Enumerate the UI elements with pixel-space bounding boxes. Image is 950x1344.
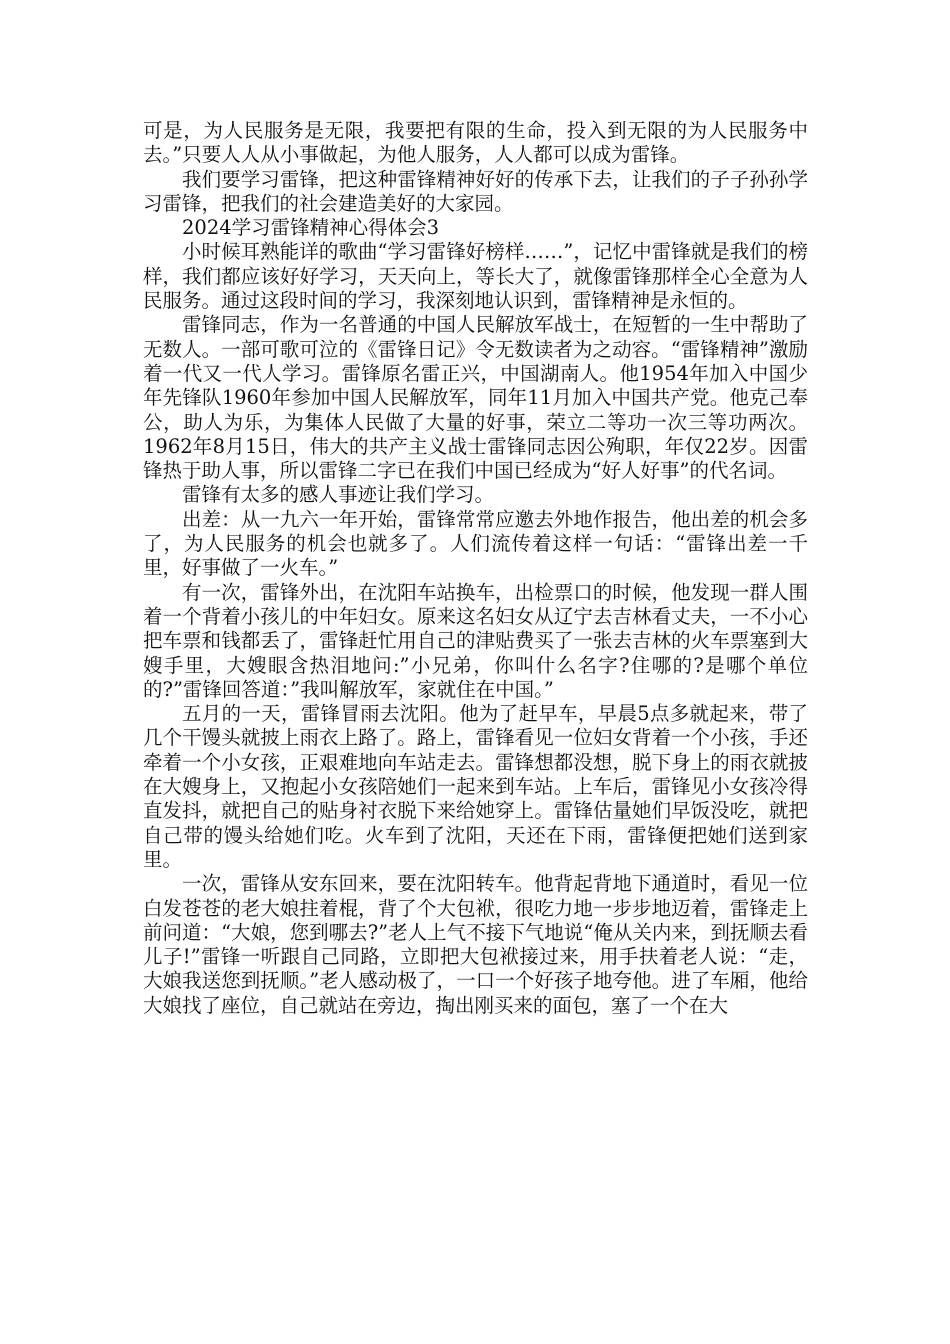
paragraph-1: 可是，为人民服务是无限，我要把有限的生命，投入到无限的为人民服务中去。”只要人人从小事做起，为他人服务，人人都可以成为雷锋。: [143, 119, 808, 167]
paragraph-6: 出差：从一九六一年开始，雷锋常常应邀去外地作报告，他出差的机会多了，为人民服务的机会也就多了。人们流传着这样一句话：“雷锋出差一千里，好事做了一火车。”: [143, 507, 808, 580]
section-heading: 2024学习雷锋精神心得体会3: [182, 216, 440, 240]
paragraph-3: 小时候耳熟能详的歌曲“学习雷锋好榜样……”，记忆中雷锋就是我们的榜样，我们都应该好好学习，天天向上，等长大了，就像雷锋那样全心全意为人民服务。通过这段时间的学习，我深刻地认识到，雷锋精神是永恒的。: [143, 240, 808, 313]
paragraph-5: 雷锋有太多的感人事迹让我们学习。: [182, 483, 495, 507]
paragraph-2: 我们要学习雷锋，把这种雷锋精神好好的传承下去，让我们的子子孙孙学习雷锋，把我们的社会建造美好的大家园。: [143, 167, 808, 215]
document-page: [143, 119, 808, 1018]
paragraph-8: 五月的一天，雷锋冒雨去沈阳。他为了赶早车，早晨5点多就起来，带了几个干馒头就披上雨衣上路了。路上，雷锋看见一位妇女背着一个小孩，手还牵着一个小女孩，正艰难地向车站走去。雷锋想都没想，脱下身上的雨衣就披在大嫂身上，又抱起小女孩陪她们一起来到车站。上车后，雷锋见小女孩冷得直发抖，就把自己的贴身衬衣脱下来给她穿上。雷锋估量她们早饭没吃，就把自己带的馒头给她们吃。火车到了沈阳，天还在下雨，雷锋便把她们送到家里。: [143, 702, 808, 871]
paragraph-4: 雷锋同志，作为一名普通的中国人民解放军战士，在短暂的一生中帮助了无数人。一部可歌可泣的《雷锋日记》令无数读者为之动容。“雷锋精神”激励着一代又一代人学习。雷锋原名雷正兴，中国湖南人。他1954年加入中国少年先锋队1960年参加中国人民解放军，同年11月加入中国共产党。他克己奉公，助人为乐，为集体人民做了大量的好事，荣立二等功一次三等功两次。1962年8月15日，伟大的共产主义战士雷锋同志因公殉职，年仅22岁。因雷锋热于助人事，所以雷锋二字已在我们中国已经成为“好人好事”的代名词。: [143, 313, 808, 483]
paragraph-7: 有一次，雷锋外出，在沈阳车站换车，出检票口的时候，他发现一群人围着一个背着小孩儿的中年妇女。原来这名妇女从辽宁去吉林看丈夫，一不小心把车票和钱都丢了，雷锋赶忙用自己的津贴费买了一张去吉林的火车票塞到大嫂手里，大嫂眼含热泪地问:”小兄弟，你叫什么名字?住哪的?是哪个单位的?”雷锋回答道：”我叫解放军，家就住在中国。”: [143, 580, 808, 701]
paragraph-9: 一次，雷锋从安东回来，要在沈阳转车。他背起背地下通道时，看见一位白发苍苍的老大娘拄着棍，背了个大包袱，很吃力地一步步地迈着，雷锋走上前问道：“大娘，您到哪去?”老人上气不接下气地说“俺从关内来，到抚顺去看儿子!”雷锋一听跟自己同路，立即把大包袱接过来，用手扶着老人说：“走，大娘我送您到抚顺。”老人感动极了，一口一个好孩子地夸他。进了车厢，他给大娘找了座位，自己就站在旁边，掏出刚买来的面包，塞了一个在大: [143, 872, 808, 1017]
